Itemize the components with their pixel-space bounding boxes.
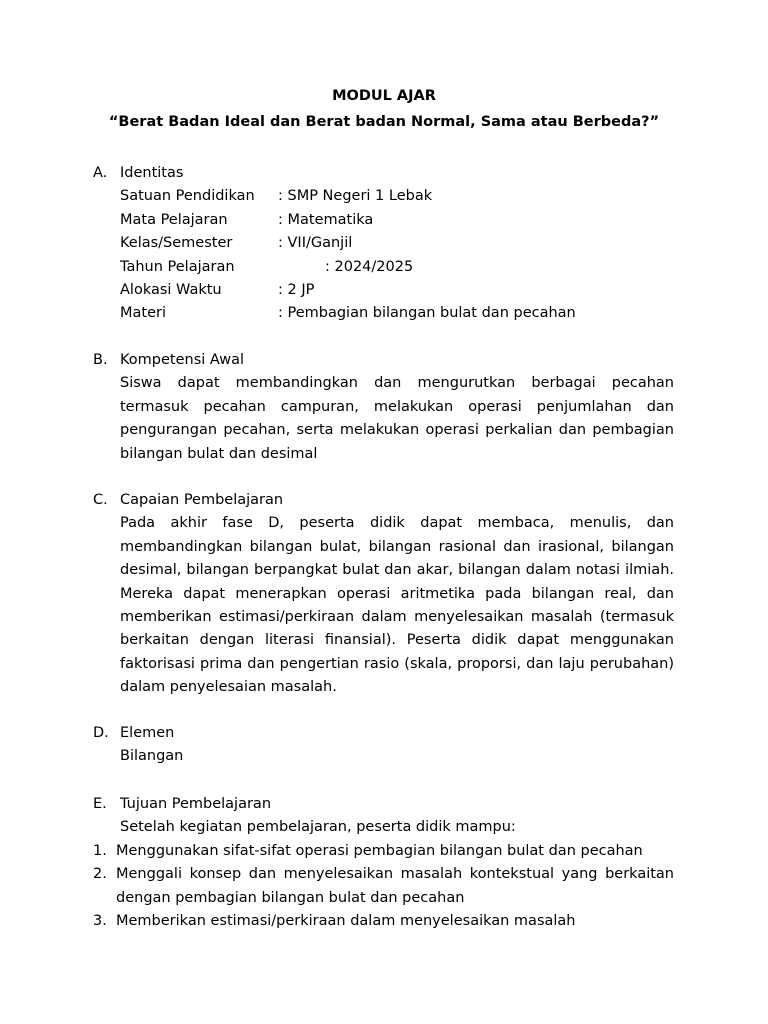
- identity-label: Alokasi Waktu: [120, 281, 222, 298]
- section-heading: [93, 349, 674, 372]
- section-title: Identitas: [120, 165, 184, 181]
- identity-value: : Matematika: [278, 211, 374, 228]
- identity-value: : 2024/2025: [325, 258, 414, 275]
- section-heading: [93, 793, 674, 816]
- section-letter: D.: [93, 725, 109, 741]
- identity-row-alokasi-waktu: [120, 279, 674, 302]
- identity-label: Satuan Pendidikan: [120, 188, 255, 205]
- identity-value: : SMP Negeri 1 Lebak: [278, 188, 433, 205]
- identity-value: : Pembagian bilangan bulat dan pecahan: [278, 305, 576, 322]
- section-title: Elemen: [120, 725, 175, 741]
- section-letter: B.: [93, 352, 108, 368]
- objectives-list: [93, 840, 674, 934]
- list-number: 2.: [93, 866, 107, 883]
- section-identitas: [93, 162, 674, 326]
- document-title: MODUL AJAR: [332, 88, 436, 104]
- section-paragraph: Siswa dapat membandingkan dan mengurutkan berbagai pecahan termasuk pecahan campuran, melakukan operasi penjumlahan dan pengurangan pecahan, serta melakukan operasi perkalian dan pembagian bilangan bulat dan desimal: [120, 375, 674, 462]
- identity-row-tahun-pelajaran: [120, 256, 674, 279]
- section-title: Tujuan Pembelajaran: [120, 796, 272, 812]
- identity-label: Tahun Pelajaran: [120, 258, 235, 275]
- identity-row-mata-pelajaran: [120, 209, 674, 232]
- list-number: 3.: [93, 913, 107, 930]
- section-heading: [93, 722, 674, 745]
- identity-row-materi: [120, 302, 674, 325]
- section-paragraph: Bilangan: [120, 748, 184, 765]
- section-kompetensi-awal: [93, 349, 674, 466]
- section-heading: [93, 162, 674, 185]
- identity-label: Mata Pelajaran: [120, 211, 228, 228]
- section-paragraph: Pada akhir fase D, peserta didik dapat membaca, menulis, dan membandingkan bilangan bulat, bilangan rasional dan irasional, bilangan desimal, bilangan berpangkat bulat dan akar, bilangan dalam notasi ilmiah. Mereka dapat menerapkan operasi aritmetika pada bilangan real, dan memberikan estimasi/perkiraan dalam menyelesaikan masalah (termasuk berkaitan dengan literasi finansial). Peserta didik dapat menggunakan faktorisasi prima dan pengertian rasio (skala, proporsi, dan laju perubahan) dalam penyelesaian masalah.: [120, 515, 674, 696]
- identity-row-satuan-pendidikan: [120, 185, 674, 208]
- list-item: [93, 863, 674, 910]
- list-item: [93, 910, 674, 933]
- section-letter: C.: [93, 492, 108, 508]
- section-capaian-pembelajaran: [93, 489, 674, 700]
- list-item: [93, 840, 674, 863]
- list-number: 1.: [93, 842, 107, 859]
- section-elemen: [93, 722, 674, 769]
- identity-row-kelas-semester: [120, 232, 674, 255]
- identity-value: : VII/Ganjil: [278, 235, 353, 252]
- identity-label: Materi: [120, 305, 166, 322]
- identity-value: : 2 JP: [278, 281, 315, 298]
- section-letter: A.: [93, 165, 108, 181]
- section-title: Kompetensi Awal: [120, 352, 245, 368]
- list-text: Menggunakan sifat-sifat operasi pembagian bilangan bulat dan pecahan: [116, 842, 643, 859]
- section-heading: [93, 489, 674, 512]
- section-title: Capaian Pembelajaran: [120, 492, 284, 508]
- list-text: Memberikan estimasi/perkiraan dalam menyelesaikan masalah: [116, 913, 576, 930]
- list-text: Menggali konsep dan menyelesaikan masalah kontekstual yang berkaitan dengan pembagian bilangan bulat dan pecahan: [116, 866, 674, 906]
- document-subtitle: “Berat Badan Ideal dan Berat badan Normal, Sama atau Berbeda?”: [108, 114, 660, 130]
- identity-table: [120, 185, 674, 325]
- section-letter: E.: [93, 796, 107, 812]
- section-intro: Setelah kegiatan pembelajaran, peserta didik mampu:: [120, 819, 516, 836]
- identity-label: Kelas/Semester: [120, 235, 233, 252]
- section-tujuan-pembelajaran: [93, 793, 674, 933]
